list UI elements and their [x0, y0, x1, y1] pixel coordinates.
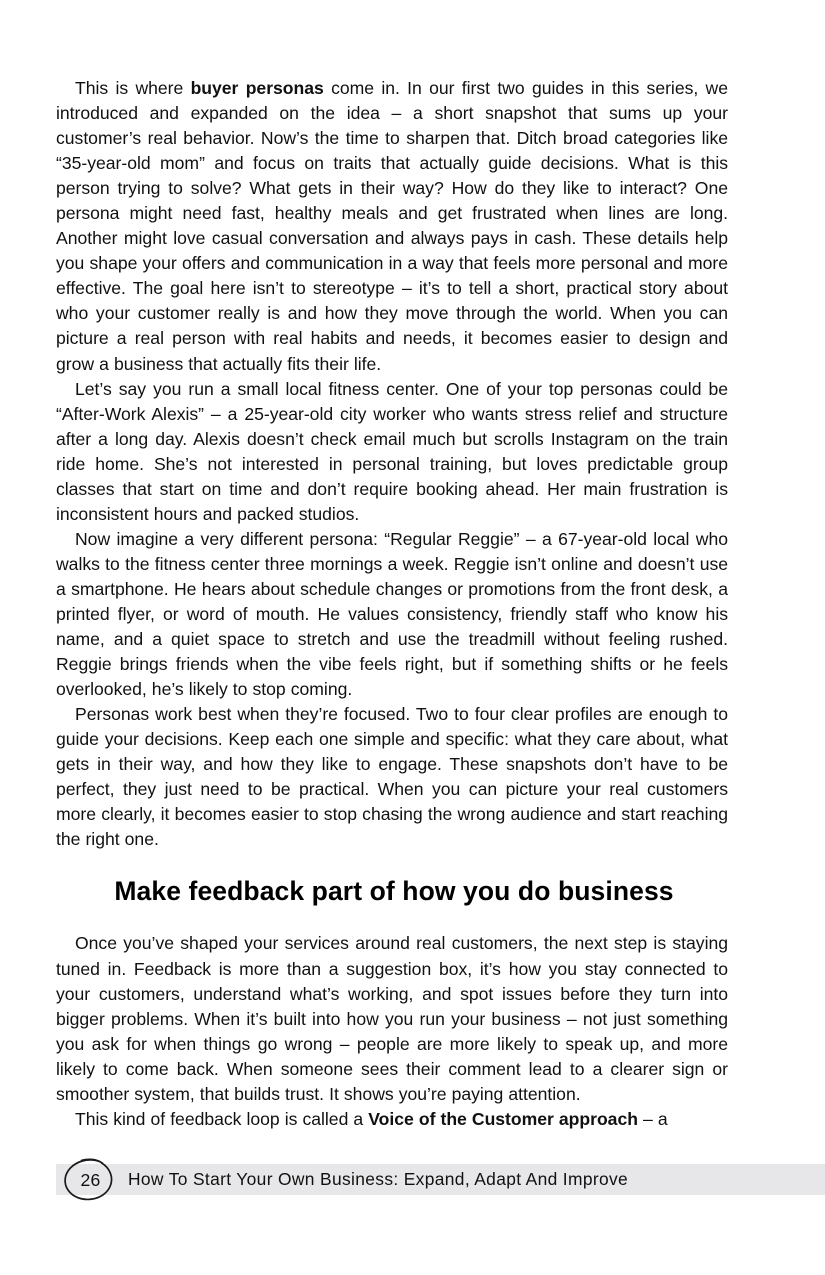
paragraph-6-text-before-bold: This kind of feedback loop is called a: [75, 1108, 369, 1129]
page-number-value: 26: [80, 1169, 101, 1190]
footer-book-title: How To Start Your Own Business: Expand, Adapt And Improve: [128, 1169, 629, 1189]
section-heading-feedback: Make feedback part of how you do business: [114, 876, 674, 907]
paragraph-regular-reggie: Now imagine a very different persona: “Regular Reggie” – a 67-year-old local who walks to the fitness center three mornings a week. Reggie isn’t online and doesn’t use a smartphone. He hears about schedule changes or promotions from the front desk, a printed flyer, or word of mouth. He values consistency, friendly staff who know his name, and a quiet space to stretch and use the treadmill without feeling rushed. Reggie brings friends when the vibe feels right, but if something shifts or he feels overlooked, he’s likely to stop coming.: [56, 528, 728, 700]
section-heading-wrapper: [56, 875, 728, 907]
paragraph-voice-of-customer: [56, 1107, 728, 1132]
paragraph-1-text-after-bold: come in. In our first two guides in this series, we introduced and expanded on the idea – a short snapshot that sums up your customer’s real behavior. Now’s the time to sharpen that. Ditch broad categories like “35-year-old mom” and focus on traits that actually guide decisions. What is this person trying to solve? What gets in their way? How do they like to interact? One persona might need fast, healthy meals and get frustrated when lines are long. Another might love casual conversation and always pays in cash. These details help you shape your offers and communication in a way that feels more personal and more effective. The goal here isn’t to stereotype – it’s to tell a short, practical story about who your customer really is and how they move through the world. When you can picture a real person with real habits and needs, it becomes easier to design and grow a business that actually fits their life.: [56, 78, 728, 374]
page-number-badge: [61, 1157, 119, 1202]
page-content: [56, 76, 728, 1132]
paragraph-1-text-before-bold: This is where: [75, 78, 191, 98]
paragraph-6-text-after-bold: – a: [637, 1108, 668, 1129]
paragraph-personas-focused: Personas work best when they’re focused. Two to four clear profiles are enough to guide your decisions. Keep each one simple and specific: what they care about, what gets in their way, and how they like to engage. These snapshots don’t have to be perfect, they just need to be practical. When you can picture your real customers more clearly, it becomes easier to stop chasing the wrong audience and start reaching the right one.: [56, 704, 728, 850]
bold-term-voice-of-customer: Voice of the Customer approach: [368, 1108, 638, 1129]
bold-term-buyer-personas: buyer personas: [190, 78, 324, 98]
paragraph-after-work-alexis: Let’s say you run a small local fitness center. One of your top personas could be “After-Work Alexis” – a 25-year-old city worker who wants stress relief and structure after a long day. Alexis doesn’t check email much but scrolls Instagram on the train ride home. She’s not interested in personal training, but loves predictable group classes that start on time and don’t require booking ahead. Her main frustration is inconsistent hours and packed studios.: [56, 378, 728, 524]
paragraph-buyer-personas: [56, 76, 728, 377]
paragraph-feedback-intro: Once you’ve shaped your services around real customers, the next step is staying tuned in. Feedback is more than a suggestion box, it’s how you stay connected to your customers, understand what’s working, and spot issues before they turn into bigger problems. When it’s built into how you run your business – not just something you ask for when things go wrong – people are more likely to speak up, and more likely to come back. When someone sees their comment lead to a clearer sign or smoother system, that builds trust. It shows you’re paying attention.: [56, 933, 728, 1104]
